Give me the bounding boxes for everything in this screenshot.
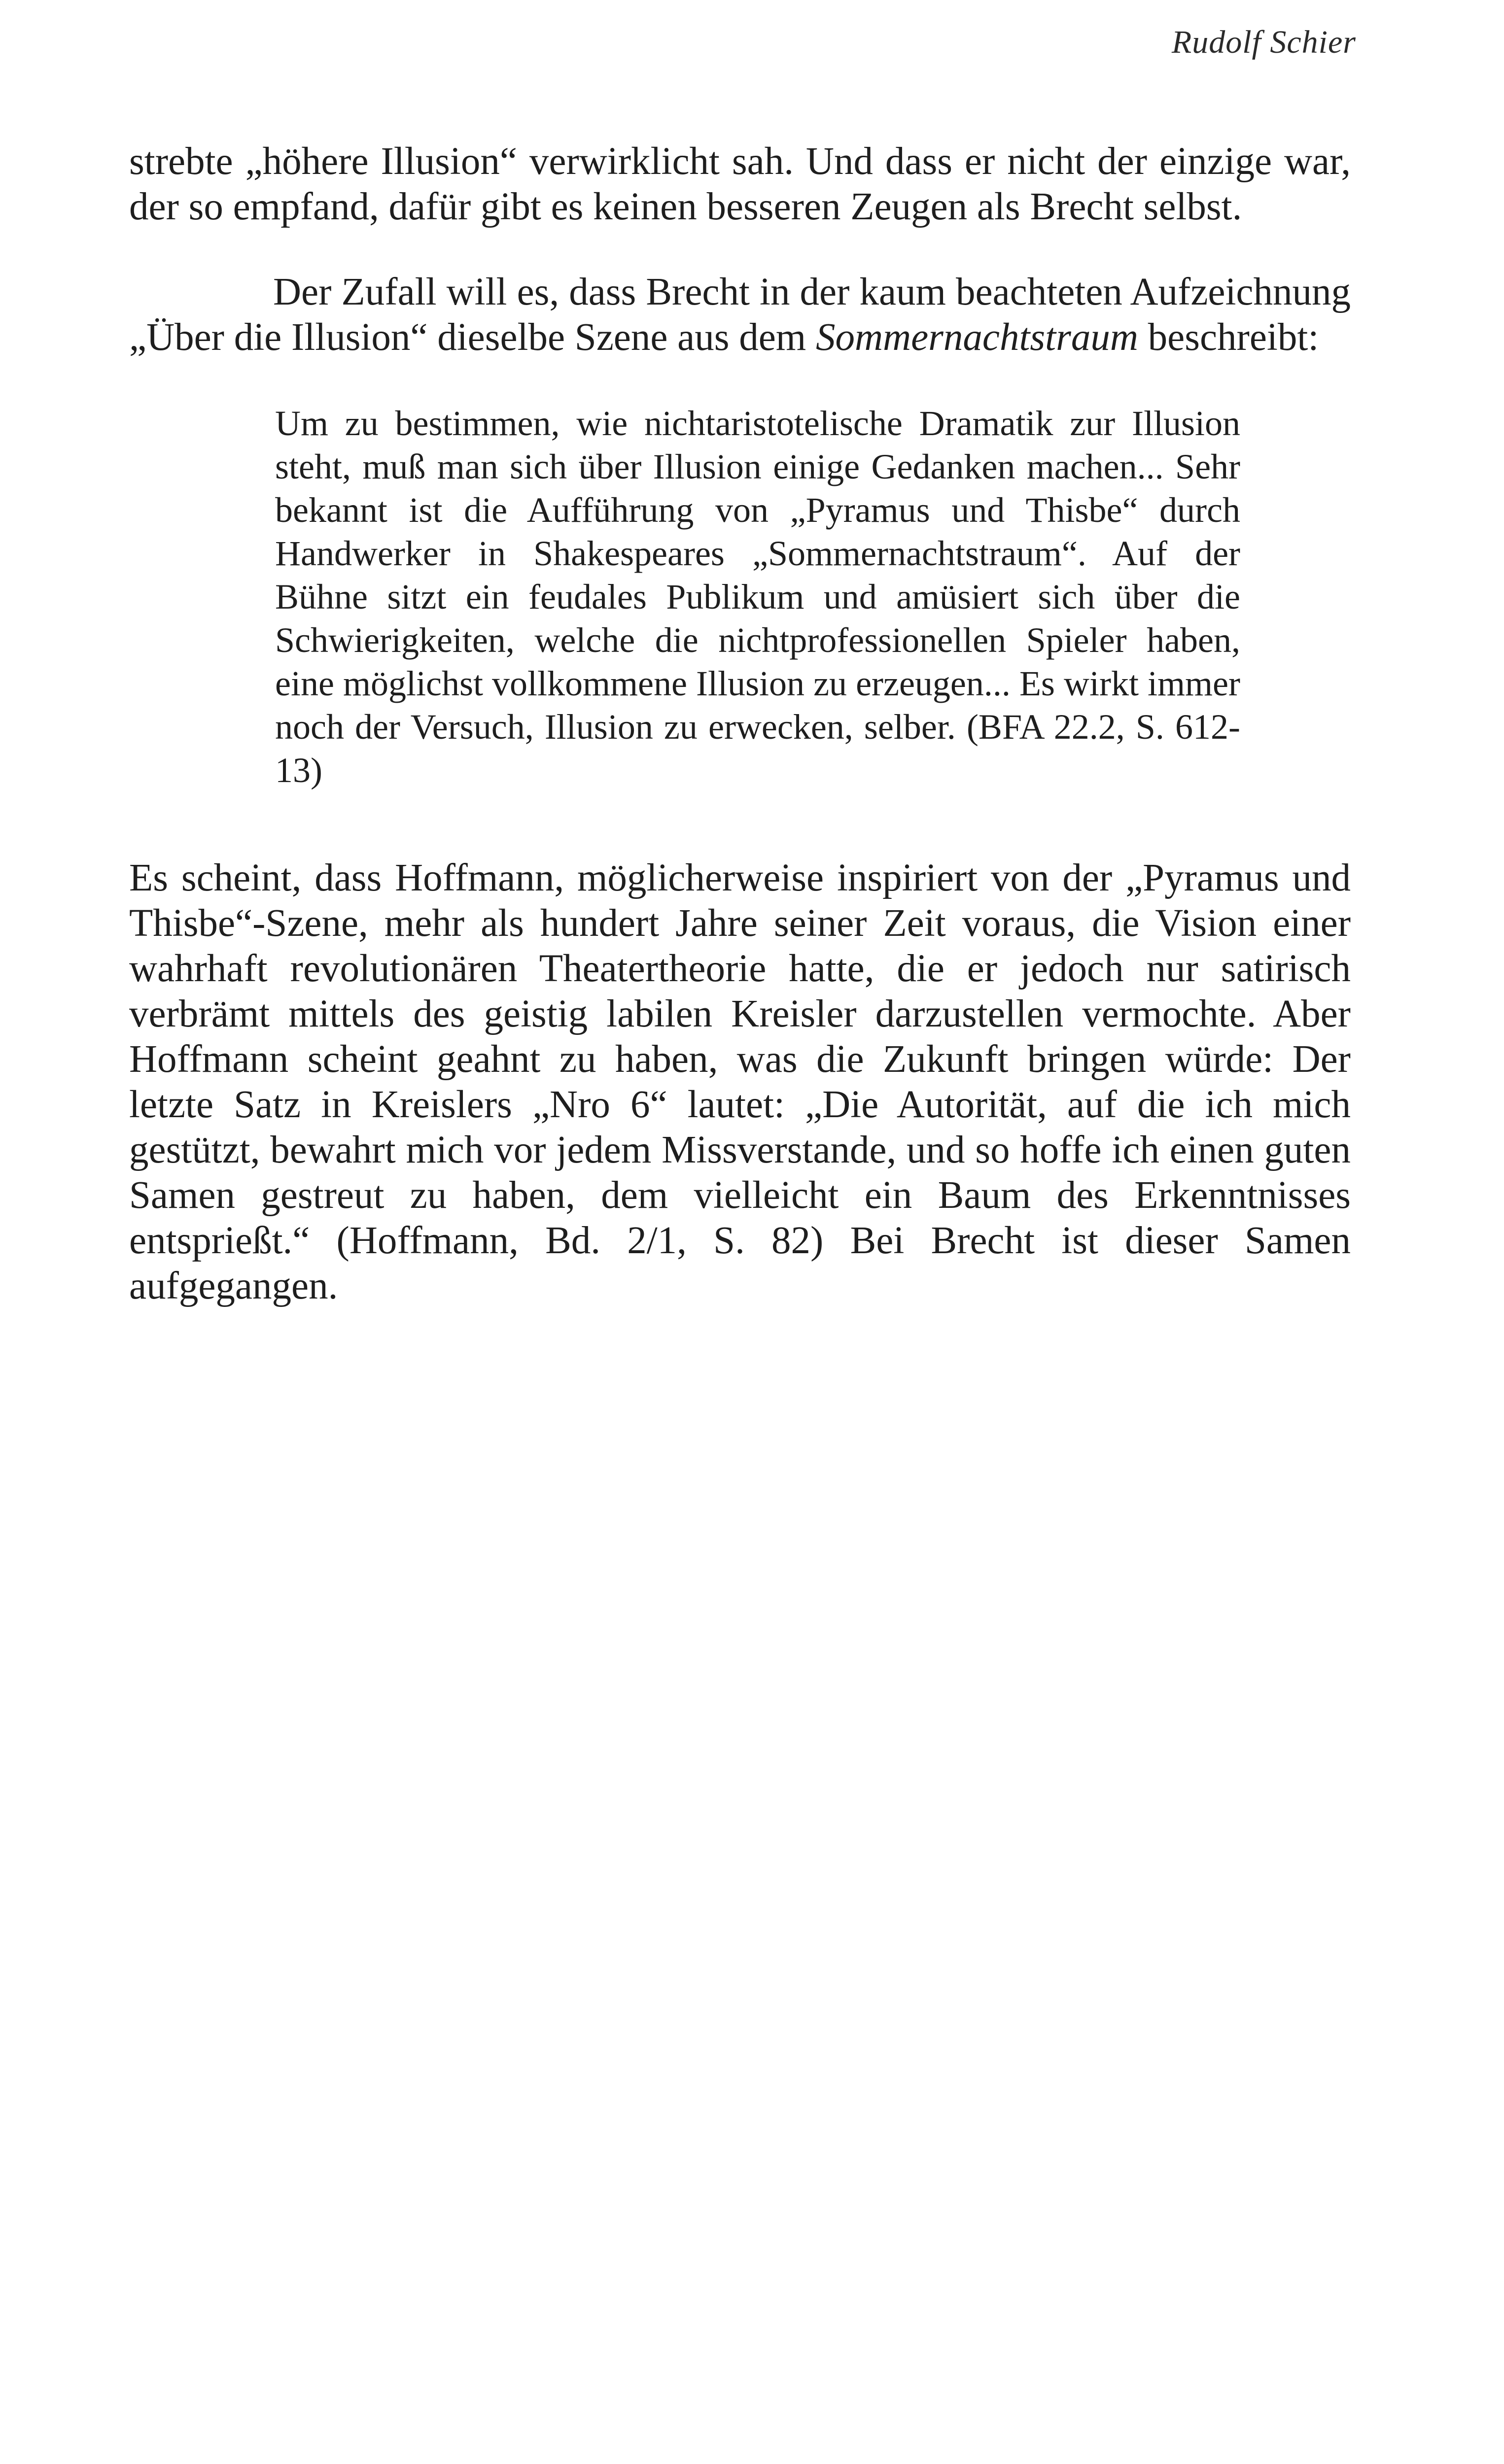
paragraph-3: Es scheint, dass Hoffmann, möglicherweise inspiriert von der „Pyramus und Thisbe“-Szene, mehr als hundert Jahre seiner Zeit voraus, die Vision einer wahrhaft revolutionären Theatertheorie hatte, die er jedoch nur satirisch verbrämt mittels des geistig labilen Kreisler darzustellen vermochte. Aber Hoffmann scheint geahnt zu haben, was die Zukunft bringen würde: Der letzte Satz in Kreislers „Nro 6“ lautet: „Die Autorität, auf die ich mich gestützt, bewahrt mich vor jedem Missverstande, und so hoffe ich einen guten Samen gestreut zu haben, dem vielleicht ein Baum des Erkenntnisses entsprießt.“ (Hoffmann, Bd. 2/1, S. 82) Bei Brecht ist dieser Samen aufgegangen. (129, 856, 1351, 1307)
paragraph-2-text-end: beschreibt: (1138, 316, 1319, 359)
running-head: Rudolf Schier (1171, 24, 1356, 60)
paragraph-2-text-start: Der Zufall will es, dass Brecht in der kaum beachteten Aufzeichnung „Über die Illusion“ dieselbe Szene aus dem (129, 271, 1351, 359)
block-quote: Um zu bestimmen, wie nichtaristotelische Dramatik zur Illusion steht, muß man sich über Illusion einige Gedanken machen... Sehr bekannt ist die Aufführung von „Pyramus und Thisbe“ durch Handwerker in Shakespeares „Sommernachtstraum“. Auf der Bühne sitzt ein feudales Publikum und amüsiert sich über die Schwierigkeiten, welche die nichtprofessionellen Spieler haben, eine möglichst vollkommene Illusion zu erzeugen... Es wirkt immer noch der Versuch, Illusion zu erwecken, selber. (BFA 22.2, S. 612-13) (275, 404, 1240, 790)
work-title-sommernachtstraum: Sommernachtstraum (816, 316, 1138, 359)
paragraph-1: strebte „höhere Illusion“ verwirklicht sah. Und dass er nicht der einzige war, der so empfand, dafür gibt es keinen besseren Zeugen als Brecht selbst. (129, 140, 1351, 228)
paragraph-2 (129, 270, 1351, 360)
